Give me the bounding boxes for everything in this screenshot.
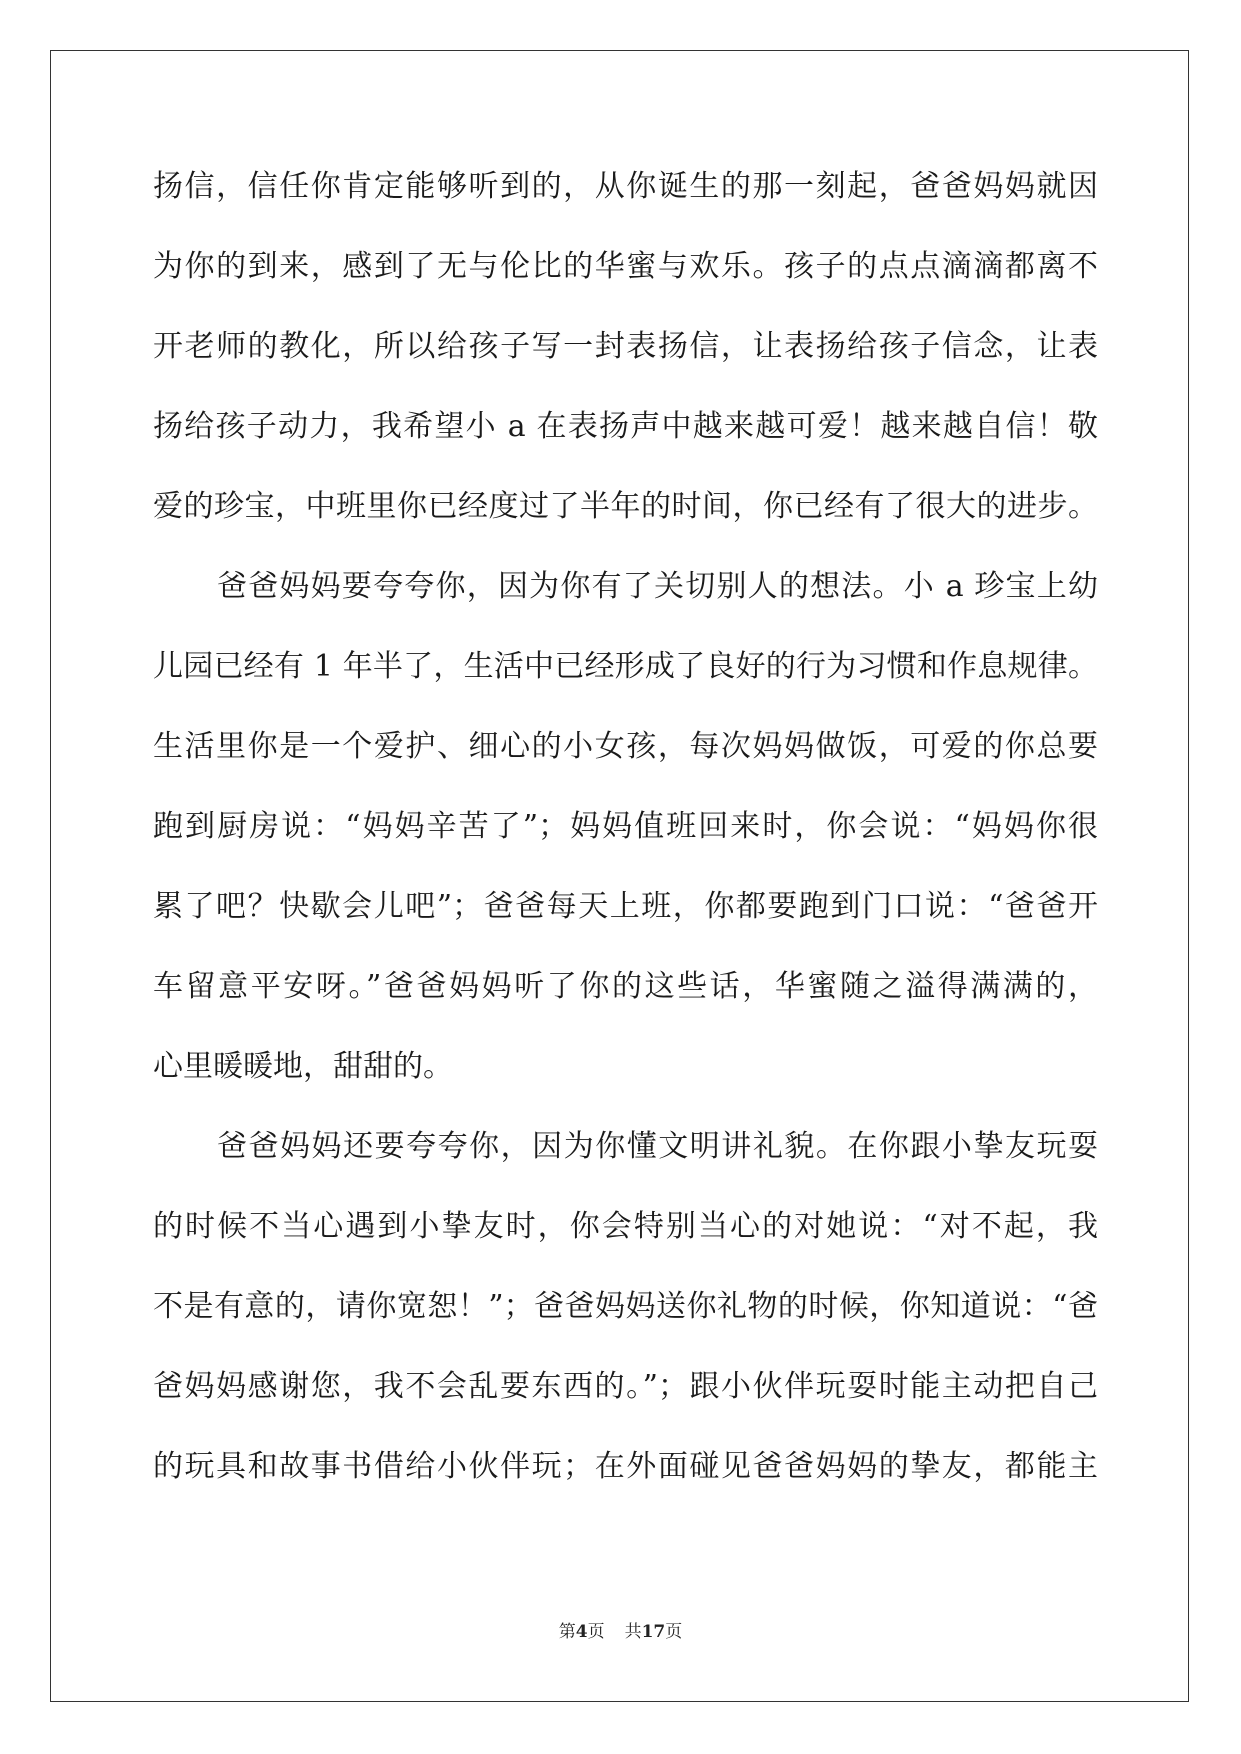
text-line: 爱的珍宝，中班里你已经度过了半年的时间，你已经有了很大的进步。 <box>153 489 1098 524</box>
paragraph-first-line: 爸爸妈妈要夸夸你，因为你有了关切别人的想法。小 a 珍宝上幼 <box>217 569 1098 604</box>
text-line: 为你的到来，感到了无与伦比的华蜜与欢乐。孩子的点点滴滴都离不 <box>153 249 1098 284</box>
page-number: 4 <box>575 1622 588 1642</box>
text-line: 累了吧？快歇会儿吧”；爸爸每天上班，你都要跑到门口说：“爸爸开 <box>153 889 1098 924</box>
total-prefix: 共 <box>624 1622 642 1642</box>
text-line: 车留意平安呀。”爸爸妈妈听了你的这些话，华蜜随之溢得满满的， <box>153 969 1098 1004</box>
text-line: 扬给孩子动力，我希望小 a 在表扬声中越来越可爱！越来越自信！敬 <box>153 409 1098 444</box>
text-line: 爸妈妈感谢您，我不会乱要东西的。”；跟小伙伴玩耍时能主动把自己 <box>153 1369 1098 1404</box>
paragraph-last-line: 心里暖暖地，甜甜的。 <box>153 1049 453 1084</box>
text-line: 开老师的教化，所以给孩子写一封表扬信，让表扬给孩子信念，让表 <box>153 329 1098 364</box>
text-line: 生活里你是一个爱护、细心的小女孩，每次妈妈做饭，可爱的你总要 <box>153 729 1098 764</box>
total-pages: 17 <box>641 1622 666 1642</box>
text-line: 扬信，信任你肯定能够听到的，从你诞生的那一刻起，爸爸妈妈就因 <box>153 169 1098 204</box>
total-suffix: 页 <box>665 1622 683 1642</box>
text-line: 不是有意的，请你宽恕！”；爸爸妈妈送你礼物的时候，你知道说：“爸 <box>153 1289 1098 1324</box>
paragraph-first-line: 爸爸妈妈还要夸夸你，因为你懂文明讲礼貌。在你跟小挚友玩耍 <box>217 1129 1098 1164</box>
page-suffix: 页 <box>587 1622 605 1642</box>
text-line: 跑到厨房说：“妈妈辛苦了”；妈妈值班回来时，你会说：“妈妈你很 <box>153 809 1098 844</box>
page-footer <box>0 1620 1241 1644</box>
document-body <box>153 165 1098 1525</box>
page-prefix: 第 <box>558 1622 576 1642</box>
text-line: 的玩具和故事书借给小伙伴玩；在外面碰见爸爸妈妈的挚友，都能主 <box>153 1449 1098 1484</box>
text-line: 儿园已经有 1 年半了，生活中已经形成了良好的行为习惯和作息规律。 <box>153 649 1098 684</box>
text-line: 的时候不当心遇到小挚友时，你会特别当心的对她说：“对不起，我 <box>153 1209 1098 1244</box>
